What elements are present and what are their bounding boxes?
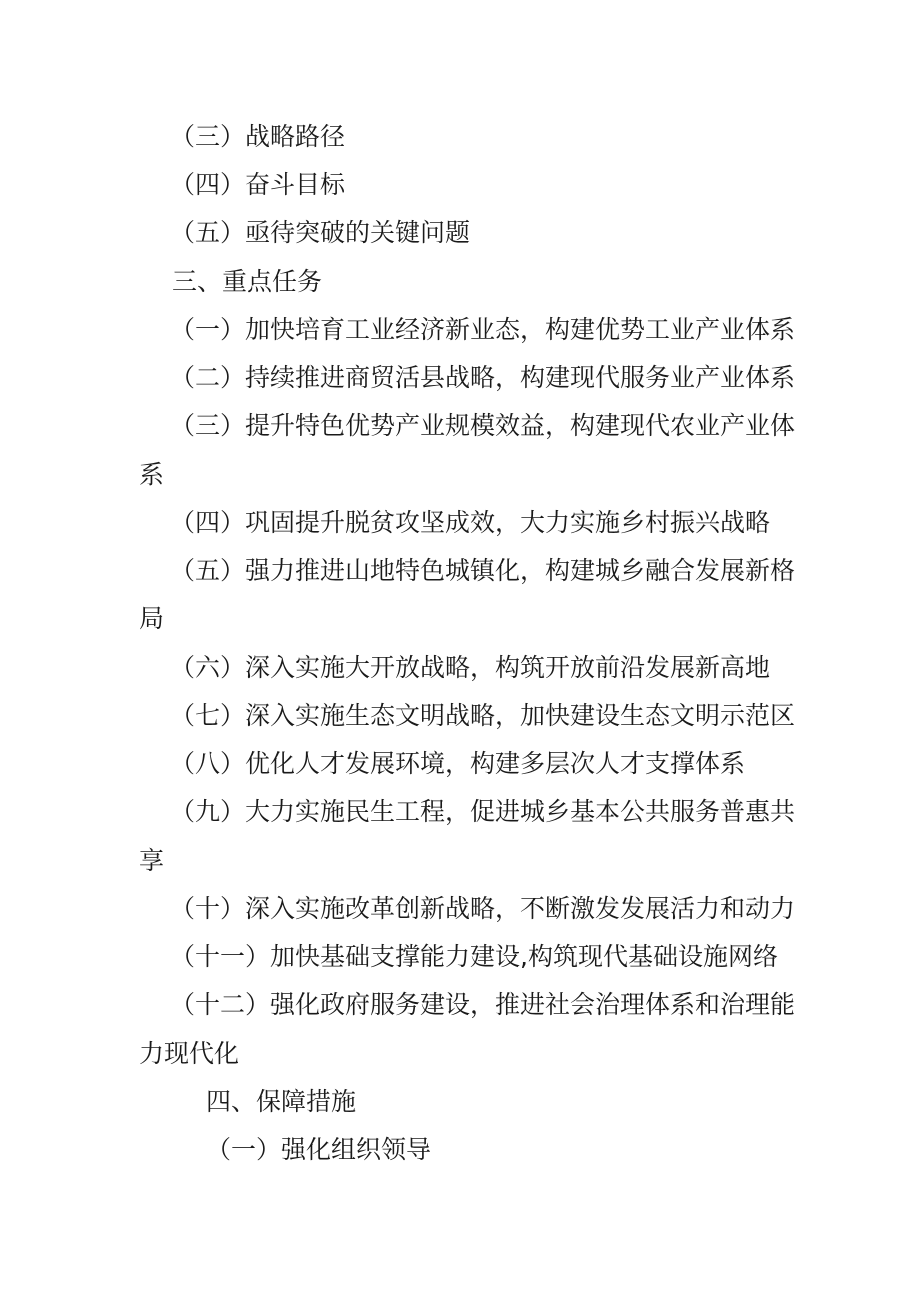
task-item-3: （三）提升特色优势产业规模效益，构建现代农业产业体 xyxy=(170,411,796,440)
task-item-9: （九）大力实施民生工程，促进城乡基本公共服务普惠共 xyxy=(170,797,796,826)
outline-item-goals: （四）奋斗目标 xyxy=(170,170,346,199)
task-item-12-continued: 力现代化 xyxy=(139,1039,240,1068)
task-item-1: （一）加快培育工业经济新业态，构建优势工业产业体系 xyxy=(170,315,796,344)
task-item-4: （四）巩固提升脱贫攻坚成效，大力实施乡村振兴战略 xyxy=(170,508,771,537)
section-heading-safeguards: 四、保障措施 xyxy=(206,1087,357,1116)
task-item-5-continued: 局 xyxy=(139,604,165,633)
task-item-9-continued: 享 xyxy=(139,846,165,875)
outline-item-strategic-path: （三）战略路径 xyxy=(170,122,346,151)
section-heading-key-tasks: 三、重点任务 xyxy=(172,267,323,296)
task-item-6: （六）深入实施大开放战略，构筑开放前沿发展新高地 xyxy=(170,653,771,682)
task-item-10: （十）深入实施改革创新战略，不断激发发展活力和动力 xyxy=(170,894,796,923)
task-item-11: （十一）加快基础支撑能力建设,构筑现代基础设施网络 xyxy=(170,942,778,971)
task-item-5: （五）强力推进山地特色城镇化，构建城乡融合发展新格 xyxy=(170,556,796,585)
task-item-8: （八）优化人才发展环境，构建多层次人才支撑体系 xyxy=(170,749,746,778)
outline-item-key-issues: （五）亟待突破的关键问题 xyxy=(170,218,471,247)
task-item-3-continued: 系 xyxy=(139,460,165,489)
task-item-2: （二）持续推进商贸活县战略，构建现代服务业产业体系 xyxy=(170,363,796,392)
task-item-12: （十二）强化政府服务建设，推进社会治理体系和治理能 xyxy=(170,990,796,1019)
task-item-7: （七）深入实施生态文明战略，加快建设生态文明示范区 xyxy=(170,701,796,730)
safeguard-item-1: （一）强化组织领导 xyxy=(206,1135,432,1164)
